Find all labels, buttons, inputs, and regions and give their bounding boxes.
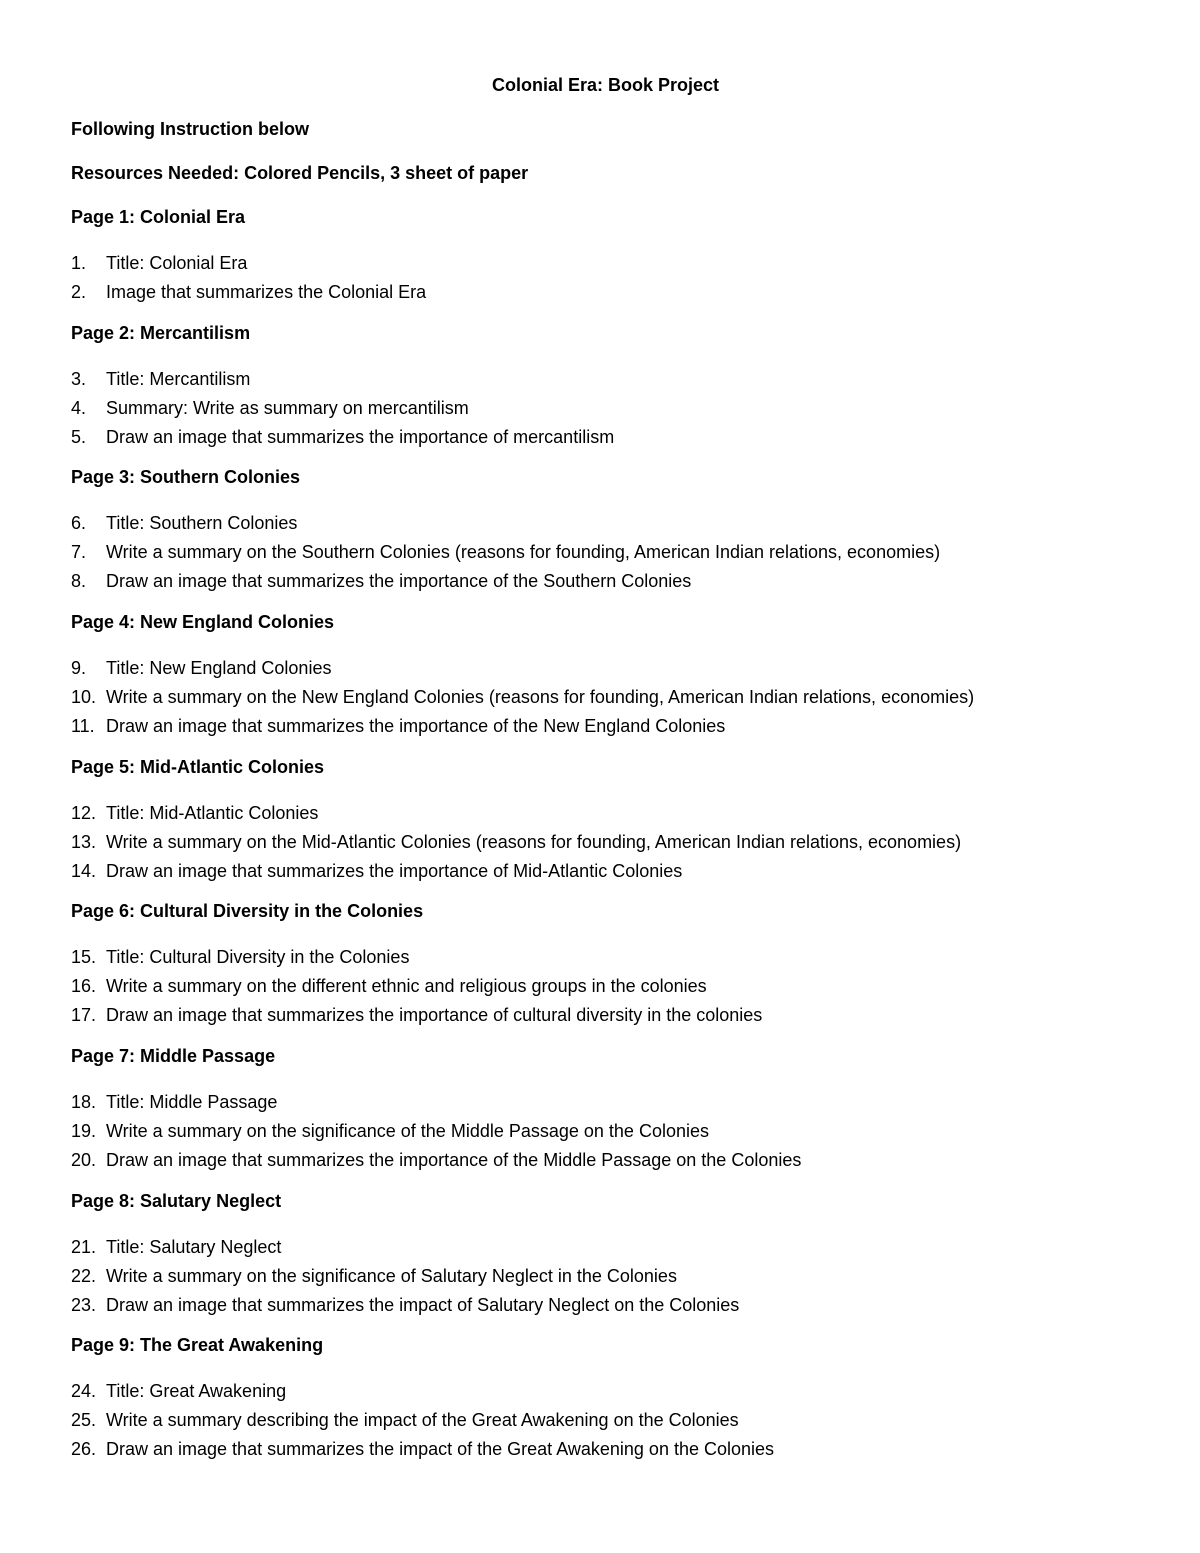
list-item-number: 10. xyxy=(71,687,97,708)
list-item-text: Title: Middle Passage xyxy=(106,1092,278,1113)
list-item-text: Title: Mercantilism xyxy=(106,368,251,389)
list-item xyxy=(71,1233,1140,1262)
section-page-3 xyxy=(71,465,1140,596)
numbered-list xyxy=(71,799,1140,886)
section-page-8 xyxy=(71,1189,1140,1320)
list-item-text: Draw an image that summarizes the impact of Salutary Neglect on the Colonies xyxy=(106,1294,740,1315)
list-item-text: Title: Salutary Neglect xyxy=(106,1236,282,1257)
list-item-number: 22. xyxy=(71,1265,97,1286)
section-heading: Page 3: Southern Colonies xyxy=(71,467,301,488)
list-item-number: 7. xyxy=(71,542,87,563)
list-item xyxy=(71,828,1140,857)
list-item-number: 1. xyxy=(71,253,87,273)
section-page-2 xyxy=(71,321,1140,452)
list-item xyxy=(71,712,1140,741)
list-item-text: Image that summarizes the Colonial Era xyxy=(106,281,427,302)
list-item-number: 17. xyxy=(71,1005,97,1026)
list-item xyxy=(71,683,1140,712)
list-item-number: 25. xyxy=(71,1410,97,1431)
numbered-list xyxy=(71,1233,1140,1320)
list-item-text: Draw an image that summarizes the importance of the Middle Passage on the Colonies xyxy=(106,1149,802,1170)
list-item xyxy=(71,1406,1140,1435)
numbered-list xyxy=(71,654,1140,741)
list-item-number: 3. xyxy=(71,368,87,389)
list-item-text: Draw an image that summarizes the importance of Mid-Atlantic Colonies xyxy=(106,860,683,881)
resources-line: Resources Needed: Colored Pencils, 3 sheet of paper xyxy=(71,163,529,183)
list-item-number: 13. xyxy=(71,831,97,852)
list-item-number: 15. xyxy=(71,947,97,968)
list-item-number: 14. xyxy=(71,860,97,881)
list-item-text: Draw an image that summarizes the importance of the New England Colonies xyxy=(106,715,726,736)
numbered-list xyxy=(71,249,1140,307)
list-item xyxy=(71,1291,1140,1320)
sections-container xyxy=(71,205,1140,1464)
list-item-text: Title: Southern Colonies xyxy=(106,513,298,534)
numbered-list xyxy=(71,509,1140,596)
section-heading: Page 7: Middle Passage xyxy=(71,1046,276,1067)
list-item xyxy=(71,249,1140,278)
list-item-number: 6. xyxy=(71,513,87,534)
list-item-number: 12. xyxy=(71,802,97,823)
list-item xyxy=(71,538,1140,567)
list-item-text: Title: Colonial Era xyxy=(106,253,248,273)
list-item xyxy=(71,1435,1140,1464)
list-item-text: Title: Cultural Diversity in the Colonies xyxy=(106,947,410,968)
list-item-number: 2. xyxy=(71,281,87,302)
list-item-text: Title: Mid-Atlantic Colonies xyxy=(106,802,319,823)
list-item-text: Draw an image that summarizes the importance of cultural diversity in the colonies xyxy=(106,1005,763,1026)
list-item-text: Write a summary on the different ethnic and religious groups in the colonies xyxy=(106,976,707,997)
section-heading: Page 8: Salutary Neglect xyxy=(71,1190,282,1211)
section-heading: Page 1: Colonial Era xyxy=(71,207,246,227)
list-item xyxy=(71,1146,1140,1175)
list-item-text: Write a summary on the significance of the Middle Passage on the Colonies xyxy=(106,1121,709,1142)
section-page-9 xyxy=(71,1333,1140,1464)
list-item xyxy=(71,567,1140,596)
list-item-text: Write a summary on the Mid-Atlantic Colonies (reasons for founding, American Indian relations, economies) xyxy=(106,831,962,852)
list-item-text: Title: Great Awakening xyxy=(106,1381,287,1402)
list-item xyxy=(71,654,1140,683)
list-item-number: 24. xyxy=(71,1381,97,1402)
list-item-number: 8. xyxy=(71,571,87,592)
list-item-number: 21. xyxy=(71,1236,97,1257)
list-item-number: 20. xyxy=(71,1149,97,1170)
list-item-number: 9. xyxy=(71,658,87,679)
list-item-text: Title: New England Colonies xyxy=(106,658,332,679)
list-item-number: 26. xyxy=(71,1439,97,1460)
section-page-1 xyxy=(71,205,1140,307)
list-item-number: 16. xyxy=(71,976,97,997)
document-title: Colonial Era: Book Project xyxy=(491,75,720,95)
list-item xyxy=(71,943,1140,972)
list-item-number: 11. xyxy=(71,715,95,736)
section-heading: Page 2: Mercantilism xyxy=(71,322,251,343)
list-item-text: Draw an image that summarizes the impact of the Great Awakening on the Colonies xyxy=(106,1439,775,1460)
list-item xyxy=(71,365,1140,394)
list-item-text: Write a summary on the significance of Salutary Neglect in the Colonies xyxy=(106,1265,677,1286)
section-heading: Page 6: Cultural Diversity in the Colonies xyxy=(71,901,424,922)
numbered-list xyxy=(71,1088,1140,1175)
list-item xyxy=(71,799,1140,828)
instruction-line: Following Instruction below xyxy=(71,119,309,139)
list-item xyxy=(71,1117,1140,1146)
section-page-5 xyxy=(71,755,1140,886)
section-heading: Page 9: The Great Awakening xyxy=(71,1335,324,1356)
list-item-text: Write a summary describing the impact of the Great Awakening on the Colonies xyxy=(106,1410,739,1431)
list-item-text: Draw an image that summarizes the importance of mercantilism xyxy=(106,426,615,447)
section-heading: Page 4: New England Colonies xyxy=(71,612,335,633)
section-page-7 xyxy=(71,1044,1140,1175)
section-heading: Page 5: Mid-Atlantic Colonies xyxy=(71,756,325,777)
list-item-number: 18. xyxy=(71,1092,97,1113)
list-item-text: Write a summary on the Southern Colonies (reasons for founding, American Indian relations, economies) xyxy=(106,542,941,563)
numbered-list xyxy=(71,365,1140,452)
list-item xyxy=(71,423,1140,452)
list-item xyxy=(71,857,1140,886)
numbered-list xyxy=(71,943,1140,1030)
list-item xyxy=(71,1262,1140,1291)
numbered-list xyxy=(71,1377,1140,1464)
list-item xyxy=(71,972,1140,1001)
list-item-number: 19. xyxy=(71,1121,97,1142)
section-page-4 xyxy=(71,610,1140,741)
list-item xyxy=(71,1377,1140,1406)
list-item-number: 23. xyxy=(71,1294,97,1315)
list-item xyxy=(71,509,1140,538)
list-item xyxy=(71,394,1140,423)
list-item-number: 5. xyxy=(71,426,87,447)
list-item xyxy=(71,1088,1140,1117)
list-item xyxy=(71,278,1140,307)
list-item-number: 4. xyxy=(71,397,87,418)
list-item-text: Summary: Write as summary on mercantilism xyxy=(106,397,469,418)
list-item xyxy=(71,1001,1140,1030)
section-page-6 xyxy=(71,899,1140,1030)
list-item-text: Draw an image that summarizes the importance of the Southern Colonies xyxy=(106,571,692,592)
list-item-text: Write a summary on the New England Colonies (reasons for founding, American Indian relations, economies) xyxy=(106,687,975,708)
